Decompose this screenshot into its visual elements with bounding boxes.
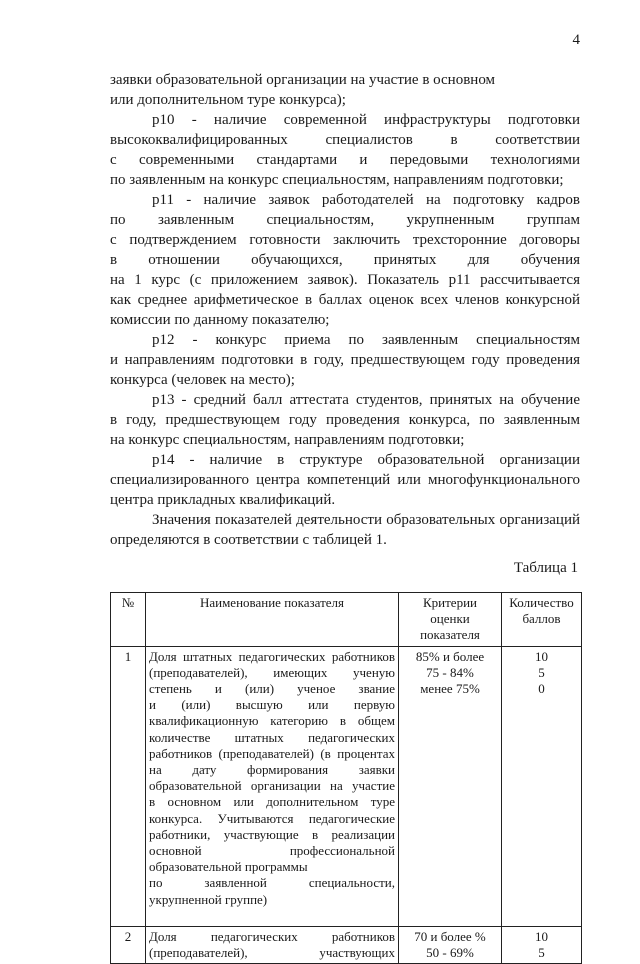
- row-spacer: [149, 908, 395, 924]
- row-score-line: 10: [535, 648, 548, 664]
- row-criteria-line: 75 - 84%: [426, 664, 474, 680]
- header-criteria-line: Критерии: [423, 595, 477, 610]
- row-num: 1: [111, 646, 146, 926]
- row-name-line: укрупненной группе): [149, 891, 268, 907]
- text-line: на 1 курс (с приложением заявок). Показатель р11 рассчитывается: [110, 272, 580, 288]
- text-line: р11 - наличие заявок работодателей на подготовку кадров: [152, 192, 580, 208]
- header-criteria: [399, 593, 502, 647]
- row-criteria-line: 50 - 69%: [426, 945, 474, 961]
- row-criteria-line: 85% и более: [415, 648, 485, 664]
- text-line: р10 - наличие современной инфраструктуры подготовки: [152, 112, 580, 128]
- row-name: [146, 646, 399, 926]
- table-row: [111, 927, 582, 964]
- text-line: центра прикладных квалификаций.: [110, 492, 336, 508]
- row-name-line: квалификационную категорию в общем: [149, 713, 395, 729]
- text-line: в отношении обучающихся, принятых для обучения: [110, 252, 580, 268]
- row-score-line: 0: [538, 681, 545, 697]
- text-line: на конкурс специальностям, направлениям подготовки;: [110, 432, 465, 448]
- row-criteria-line: 70 и более %: [414, 929, 486, 945]
- row-name-line: Доля штатных педагогических работников: [149, 648, 395, 664]
- text-line: заявки образовательной организации на участие в основном: [110, 72, 496, 88]
- text-line: в году, предшествующем году проведения конкурса, по заявленным: [110, 412, 580, 428]
- text-line: р12 - конкурс приема по заявленным специальностям: [152, 332, 580, 348]
- row-name-line: Доля педагогических работников: [149, 929, 395, 945]
- text-line: как среднее арифметическое в баллах оценок всех членов конкурсной: [110, 292, 580, 308]
- row-num: 2: [111, 927, 146, 964]
- row-name-line: по заявленной специальности,: [149, 875, 395, 891]
- header-name: Наименование показателя: [146, 593, 399, 647]
- row-score: [502, 927, 582, 964]
- row-name-line: работников (преподавателей) (в процентах: [149, 745, 395, 761]
- header-score: [502, 593, 582, 647]
- row-name-line: в основном или дополнительном туре: [149, 794, 395, 810]
- text-line: определяются в соответствии с таблицей 1.: [110, 532, 387, 548]
- text-line: специализированного центра компетенций или многофункционального: [110, 472, 580, 488]
- header-score-line: баллов: [522, 611, 561, 627]
- text-line: высококвалифицированных специалистов в соответствии: [110, 132, 580, 148]
- row-name-line: степень и (или) ученое звание: [149, 681, 395, 697]
- text-line: с подтверждением готовности заключить трехсторонние договоры: [110, 232, 580, 248]
- indicators-table: [110, 592, 582, 964]
- header-num: №: [111, 593, 146, 647]
- text-line: с современными стандартами и передовыми технологиями: [110, 152, 580, 168]
- text-line: р14 - наличие в структуре образовательной организации: [152, 452, 580, 468]
- row-name-line: (преподавателей), имеющих ученую: [149, 664, 395, 680]
- text-line: по заявленным на конкурс специальностям, направлениям подготовки;: [110, 172, 564, 188]
- text-line: конкурса (человек на место);: [110, 372, 295, 388]
- row-criteria: [399, 646, 502, 926]
- row-score-line: 5: [538, 945, 545, 961]
- text-line: по заявленным специальностям, укрупненным группам: [110, 212, 580, 228]
- text-line: и направлениям подготовки в году, предшествующем году проведения: [110, 352, 580, 368]
- header-criteria-line: оценки: [430, 611, 470, 627]
- row-name-line: количестве штатных педагогических: [149, 729, 395, 745]
- row-name-line: работники, участвующие в реализации: [149, 826, 395, 842]
- row-name: [146, 927, 399, 964]
- row-name-line: конкурса. Учитываются педагогические: [149, 810, 395, 826]
- row-score-line: 10: [535, 929, 548, 945]
- row-score: [502, 646, 582, 926]
- row-score-line: 5: [538, 664, 545, 680]
- header-score-line: Количество: [509, 595, 574, 610]
- text-line: или дополнительном туре конкурса);: [110, 92, 346, 108]
- row-name-line: и (или) высшую или первую: [149, 697, 395, 713]
- row-name-line: на дату формирования заявки: [149, 762, 395, 778]
- table-caption: Таблица 1: [513, 560, 578, 576]
- row-name-line: (преподавателей), участвующих: [149, 945, 395, 961]
- text-line: Значения показателей деятельности образовательных организаций: [152, 512, 580, 528]
- table-row: [111, 646, 582, 926]
- row-criteria-line: менее 75%: [420, 681, 480, 697]
- page-number: 4: [572, 32, 580, 48]
- row-name-line: основной профессиональной: [149, 843, 395, 859]
- header-criteria-line: показателя: [420, 627, 480, 643]
- row-name-line: образовательной организации на участие: [149, 778, 395, 794]
- row-name-line: образовательной программы: [149, 859, 308, 875]
- row-criteria: [399, 927, 502, 964]
- table-header-row: [111, 593, 582, 647]
- text-line: комиссии по данному показателю;: [110, 312, 330, 328]
- text-line: р13 - средний балл аттестата студентов, принятых на обучение: [152, 392, 580, 408]
